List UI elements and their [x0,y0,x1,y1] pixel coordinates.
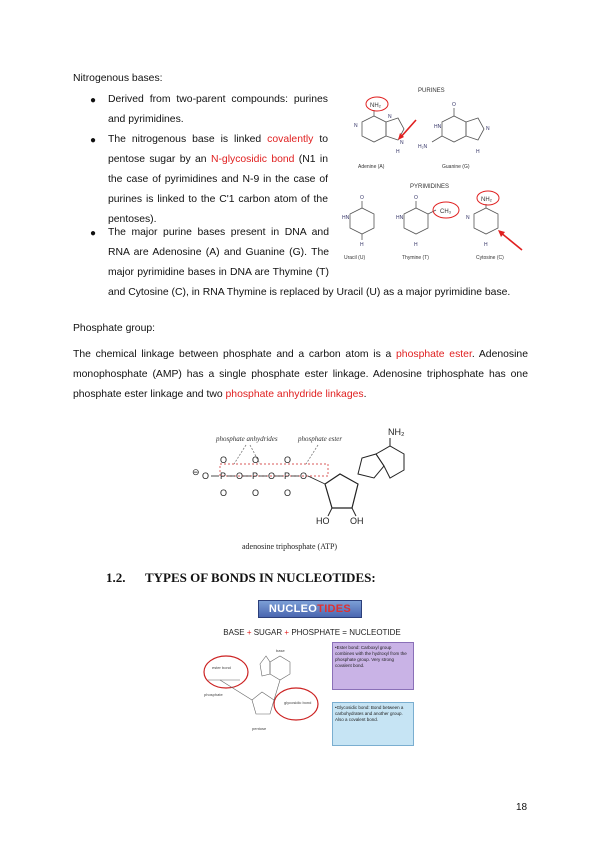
phosphate-paragraph: The chemical linkage between phosphate and a carbon atom is a phosphate ester. Adenosine monophosphate (AMP) has a single phosphate ester linkage. Adenosine triphosphate has one phosphate ester linkage and two phosphate anhydride linkages. [73,349,528,400]
bullet-dot: ● [90,228,97,239]
atp-nh2: NH₂ [388,427,405,437]
nucleotides-banner: NUCLEOTIDES [258,600,362,618]
svg-text:O: O [202,471,210,481]
cytosine-structure [474,204,498,234]
atp-oh: OH [350,516,364,526]
label-base: base [276,648,285,653]
svg-text:N: N [486,126,490,132]
nucleotide-structure [200,642,325,736]
nucleotide-figure [200,598,422,750]
svg-text:O: O [414,195,418,201]
label-phosphate: phosphate [204,692,223,697]
svg-text:O: O [284,455,292,465]
svg-text:H: H [476,149,480,155]
thymine-label: Thymine (T) [402,255,429,261]
label-phosphate-anhydrides: phosphate anhydrides [216,435,278,443]
purines-title: PURINES [418,88,445,94]
svg-text:⊖: ⊖ [192,467,200,477]
bullet-dot: ● [90,95,97,106]
atp-caption: adenosine triphosphate (ATP) [242,542,338,551]
bases-figure [340,80,530,270]
svg-text:O: O [268,471,276,481]
term-covalently: covalently [267,134,314,145]
label-pentose: pentose [252,726,267,731]
svg-text:O: O [236,471,244,481]
adenine-label: Adenine (A) [358,164,385,170]
svg-text:HN: HN [342,215,350,221]
svg-text:O: O [284,488,292,498]
arrow-adenine [400,120,416,138]
label-glycosidic-bond: glycosidic bond [284,700,312,705]
nucleotide-equation: BASE + SUGAR + PHOSPHATE = NUCLEOTIDE [223,628,401,637]
svg-text:P: P [284,471,291,481]
bullet-linked: The nitrogenous base is linked covalently to pentose sugar by an N-glycosidic bond (N1 in the case of pyrimidines and N-9 in the case of purines is linked to the C'1 carbon atom of the pentoses). [108,134,328,225]
term-phosphate-anhydride: phosphate anhydride linkages [225,389,364,400]
svg-text:H: H [484,242,488,248]
phosphate-heading: Phosphate group: [73,323,156,334]
uracil-label: Uracil (U) [344,255,366,261]
svg-text:P: P [220,471,227,481]
label-ester-bond: ester bond [212,665,231,670]
svg-text:N: N [466,215,470,221]
svg-text:HN: HN [434,124,442,130]
uracil-structure [350,201,374,240]
svg-text:H: H [396,149,400,155]
svg-text:H: H [360,242,364,248]
svg-text:HN: HN [396,215,404,221]
svg-text:O: O [300,471,308,481]
section-number: 1.2. [106,570,126,585]
svg-text:O: O [252,455,260,465]
svg-text:O: O [452,102,456,108]
nitrogenous-heading: Nitrogenous bases: [73,73,163,84]
arrow-cytosine [500,232,522,250]
bullet-major-bases-text: The major purine bases present in DNA and RNA are Adenosine (A) and Guanine (G). The major pyrimidine bases in DNA are Thymine (T) and Cytosine (C), in RNA Thymine is replaced by Uracil (U) as a major pyrimidine base. [108,227,511,298]
guanine-label: Guanine (G) [442,164,470,170]
svg-text:N: N [354,123,358,129]
thymine-ch3: CH₃ [440,209,452,215]
atp-ho: HO [316,516,330,526]
term-n-glycosidic-bond: N-glycosidic bond [210,154,295,165]
page-number: 18 [516,802,528,813]
ester-bond-circle [204,656,248,688]
cytosine-label: Cytosine (C) [476,255,504,261]
cytosine-nh2: NH₂ [481,197,492,203]
pyrimidines-title: PYRIMIDINES [410,184,450,190]
bullet-dot: ● [90,135,97,146]
glycosidic-bond-box: •Glycosidic bond: Bond between a carbohydrates and another group. Also a covalent bond. [332,702,414,746]
svg-text:O: O [220,488,228,498]
thymine-structure [404,201,436,234]
atp-figure [190,418,425,556]
svg-text:N: N [400,140,404,146]
bullet-derived: Derived from two-parent compounds: purines and pyrimidines. [108,94,328,125]
svg-text:H₂N: H₂N [418,144,428,150]
svg-text:N: N [388,114,392,120]
adenine-structure [362,110,404,142]
svg-text:P: P [252,471,259,481]
svg-text:O: O [252,488,260,498]
ester-bond-box: •Ester bond: Carboxyl group combines with the hydroxyl from the phosphate group. Very strong covalent bond. [332,642,414,690]
svg-text:H: H [414,242,418,248]
section-title: TYPES OF BONDS IN NUCLEOTIDES: [145,570,376,585]
label-phosphate-ester: phosphate ester [298,435,343,443]
adenine-nh2: NH₂ [370,103,381,109]
svg-text:O: O [360,195,364,201]
term-phosphate-ester: phosphate ester [396,349,472,360]
svg-text:O: O [220,455,228,465]
